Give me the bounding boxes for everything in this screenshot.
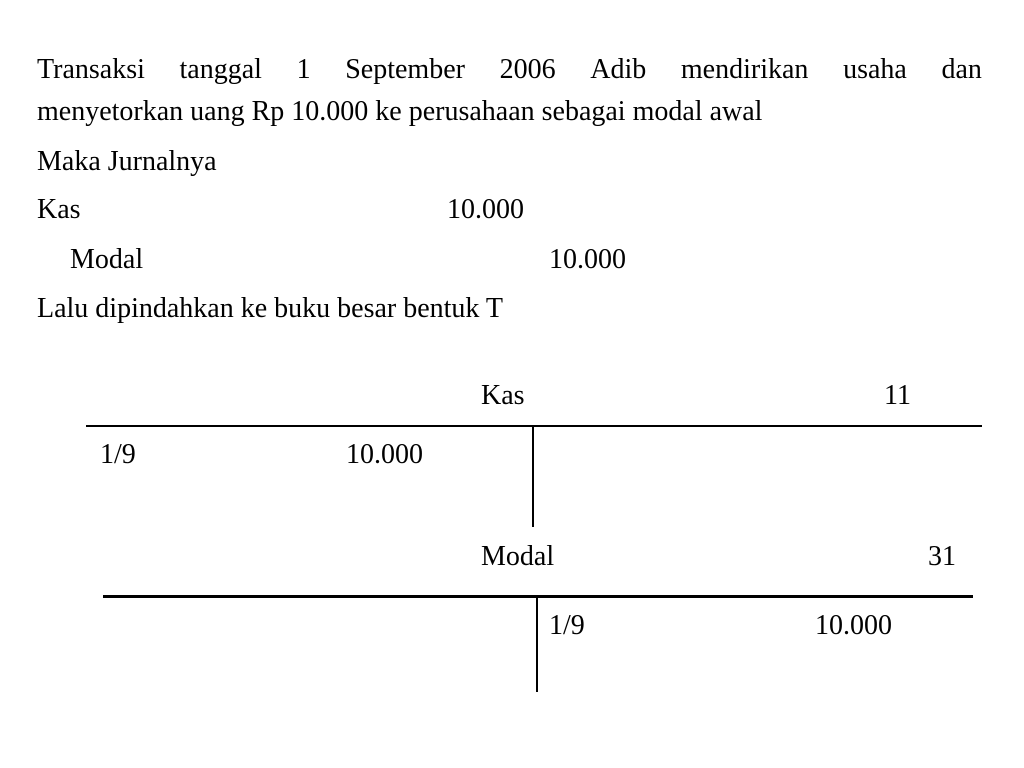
intro-word: 2006 bbox=[499, 54, 556, 85]
intro-word: mendirikan bbox=[680, 54, 809, 85]
t-account-kas-divider bbox=[532, 426, 534, 527]
intro-paragraph bbox=[37, 53, 982, 87]
journal-credit-amount: 10.000 bbox=[549, 244, 626, 275]
intro-word: Adib bbox=[590, 54, 647, 85]
journal-heading: Maka Jurnalnya bbox=[37, 146, 217, 177]
intro-word: September bbox=[345, 54, 465, 85]
posting-note: Lalu dipindahkan ke buku besar bentuk T bbox=[37, 293, 504, 324]
intro-word: dan bbox=[941, 54, 982, 85]
journal-debit-account: Kas bbox=[37, 194, 81, 225]
intro-word: 1 bbox=[296, 54, 311, 85]
intro-line-2-text: menyetorkan uang Rp 10.000 ke perusahaan sebagai modal awal bbox=[37, 96, 763, 127]
t-account-kas-debit-date: 1/9 bbox=[100, 439, 136, 470]
t-account-modal-top-line bbox=[103, 595, 973, 598]
intro-word: tanggal bbox=[179, 54, 262, 85]
intro-word: Transaksi bbox=[37, 54, 145, 85]
t-account-kas-number: 11 bbox=[884, 380, 911, 411]
t-account-modal-credit-date: 1/9 bbox=[549, 610, 585, 641]
t-account-kas-top-line bbox=[86, 425, 982, 427]
journal-debit-amount: 10.000 bbox=[447, 194, 524, 225]
journal-credit-account: Modal bbox=[70, 244, 144, 275]
t-account-modal-divider bbox=[536, 597, 538, 692]
t-account-modal-credit-amount: 10.000 bbox=[815, 610, 892, 641]
intro-word: usaha bbox=[843, 54, 907, 85]
t-account-modal-number: 31 bbox=[928, 541, 956, 572]
t-account-kas-debit-amount: 10.000 bbox=[346, 439, 423, 470]
t-account-modal-title: Modal bbox=[481, 541, 555, 572]
t-account-kas-title: Kas bbox=[481, 380, 525, 411]
